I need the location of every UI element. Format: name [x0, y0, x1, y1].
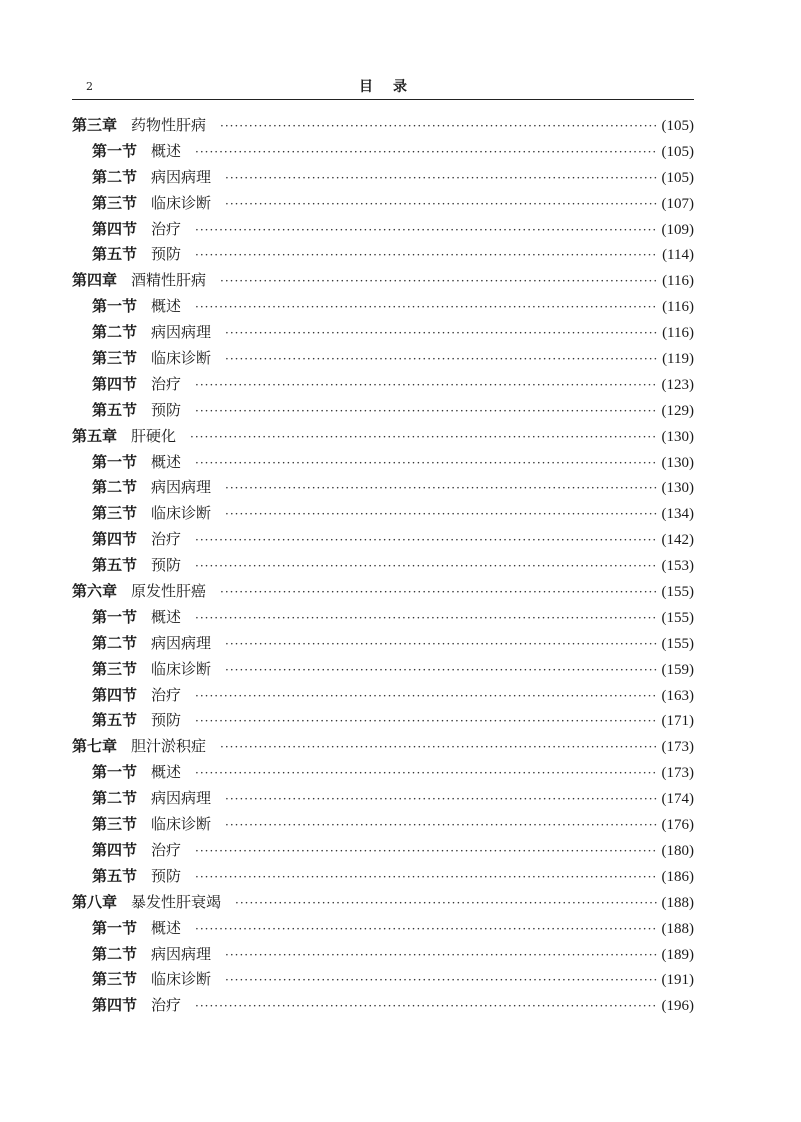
toc-entry-number: 第三节	[92, 815, 138, 834]
toc-entry-page: (142)	[661, 532, 694, 549]
dot-leader	[225, 663, 657, 677]
toc-entry-title: 治疗	[151, 685, 182, 704]
toc-section-entry[interactable]	[72, 295, 694, 321]
dot-leader	[190, 430, 657, 444]
toc-entry-number: 第三节	[92, 659, 138, 678]
toc-entry-title: 临床诊断	[151, 659, 212, 678]
toc-entry-page: (107)	[661, 195, 694, 212]
toc-entry-page: (155)	[661, 635, 694, 652]
toc-section-entry[interactable]	[72, 243, 694, 269]
toc-entry-title: 病因病理	[151, 167, 212, 186]
dot-leader	[220, 585, 657, 599]
toc-entry-number: 第六章	[72, 582, 118, 601]
toc-entry-page: (116)	[662, 299, 694, 316]
toc-entry-page: (114)	[662, 247, 694, 264]
toc-entry-page: (123)	[661, 376, 694, 393]
toc-entry-page: (116)	[662, 325, 694, 342]
toc-entry-number: 第三节	[92, 193, 138, 212]
toc-entry-page: (130)	[661, 454, 694, 471]
toc-entry-page: (130)	[661, 480, 694, 497]
dot-leader	[195, 248, 658, 262]
toc-section-entry[interactable]	[72, 554, 694, 580]
toc-entry-title: 肝硬化	[131, 426, 177, 445]
toc-entry-number: 第五节	[92, 711, 138, 730]
toc-entry-number: 第二节	[92, 167, 138, 186]
toc-entry-number: 第四节	[92, 840, 138, 859]
toc-section-entry[interactable]	[72, 658, 694, 684]
toc-entry-page: (105)	[661, 118, 694, 134]
toc-section-entry[interactable]	[72, 321, 694, 347]
toc-entry-page: (153)	[661, 558, 694, 575]
dot-leader	[195, 689, 657, 703]
toc-entry-page: (116)	[662, 273, 694, 290]
toc-entry-title: 预防	[151, 400, 182, 419]
dot-leader	[195, 766, 657, 780]
toc-section-entry[interactable]	[72, 787, 694, 813]
toc-entry-title: 病因病理	[151, 478, 212, 497]
dot-leader	[195, 378, 657, 392]
toc-entry-number: 第三章	[72, 116, 118, 134]
toc-section-entry[interactable]	[72, 632, 694, 658]
toc-entry-title: 临床诊断	[151, 504, 212, 523]
toc-entry-page: (109)	[661, 221, 694, 238]
dot-leader	[195, 844, 657, 858]
toc-entry-number: 第一节	[92, 763, 138, 782]
toc-entry-number: 第一节	[92, 141, 138, 160]
dot-leader	[225, 973, 657, 987]
toc-section-entry[interactable]	[72, 166, 694, 192]
toc-chapter-entry[interactable]	[72, 891, 694, 917]
toc-chapter-entry[interactable]	[72, 425, 694, 451]
toc-entry-title: 预防	[151, 556, 182, 575]
toc-section-entry[interactable]	[72, 140, 694, 166]
toc-section-entry[interactable]	[72, 968, 694, 994]
toc-entry-title: 药物性肝病	[131, 116, 207, 134]
toc-section-entry[interactable]	[72, 865, 694, 891]
table-of-contents	[72, 114, 694, 1020]
toc-entry-number: 第五章	[72, 426, 118, 445]
dot-leader	[220, 740, 657, 754]
toc-section-entry[interactable]	[72, 399, 694, 425]
toc-section-entry[interactable]	[72, 709, 694, 735]
toc-entry-number: 第四节	[92, 996, 138, 1015]
dot-leader	[195, 870, 657, 884]
toc-entry-title: 治疗	[151, 530, 182, 549]
dot-leader	[225, 352, 658, 366]
toc-entry-number: 第四节	[92, 530, 138, 549]
dot-leader	[195, 999, 657, 1013]
dot-leader	[195, 404, 657, 418]
toc-chapter-entry[interactable]	[72, 735, 694, 761]
toc-entry-number: 第一节	[92, 918, 138, 937]
toc-entry-page: (171)	[661, 713, 694, 730]
toc-chapter-entry[interactable]	[72, 580, 694, 606]
toc-entry-title: 酒精性肝病	[131, 271, 207, 290]
page-title: 目录	[359, 79, 427, 95]
toc-entry-title: 预防	[151, 711, 182, 730]
toc-entry-title: 概述	[151, 763, 182, 782]
toc-entry-title: 预防	[151, 245, 182, 264]
toc-entry-page: (191)	[661, 972, 694, 989]
dot-leader	[225, 507, 657, 521]
header-divider	[72, 99, 694, 100]
toc-entry-title: 概述	[151, 141, 182, 160]
toc-entry-number: 第一节	[92, 607, 138, 626]
toc-entry-page: (134)	[661, 506, 694, 523]
toc-section-entry[interactable]	[72, 994, 694, 1020]
dot-leader	[225, 326, 658, 340]
dot-leader	[225, 171, 657, 185]
dot-leader	[195, 533, 657, 547]
toc-entry-title: 概述	[151, 452, 182, 471]
toc-entry-number: 第四节	[92, 685, 138, 704]
toc-entry-title: 概述	[151, 918, 182, 937]
toc-entry-page: (119)	[662, 351, 694, 368]
toc-section-entry[interactable]	[72, 451, 694, 477]
toc-entry-page: (130)	[661, 428, 694, 445]
toc-entry-title: 病因病理	[151, 633, 212, 652]
dot-leader	[195, 714, 657, 728]
toc-entry-number: 第二节	[92, 633, 138, 652]
page-header	[72, 76, 694, 98]
toc-entry-page: (163)	[661, 687, 694, 704]
toc-entry-number: 第八章	[72, 892, 118, 911]
dot-leader	[195, 145, 657, 159]
toc-entry-title: 预防	[151, 866, 182, 885]
toc-entry-number: 第三节	[92, 970, 138, 989]
toc-section-entry[interactable]	[72, 943, 694, 969]
toc-chapter-entry[interactable]	[72, 114, 694, 140]
toc-section-entry[interactable]	[72, 917, 694, 943]
toc-entry-title: 治疗	[151, 219, 182, 238]
toc-entry-page: (129)	[661, 402, 694, 419]
toc-section-entry[interactable]	[72, 606, 694, 632]
toc-entry-title: 临床诊断	[151, 815, 212, 834]
toc-entry-number: 第四章	[72, 271, 118, 290]
toc-entry-number: 第二节	[92, 944, 138, 963]
toc-entry-number: 第五节	[92, 245, 138, 264]
toc-entry-title: 治疗	[151, 996, 182, 1015]
toc-entry-number: 第四节	[92, 219, 138, 238]
toc-section-entry[interactable]	[72, 347, 694, 373]
dot-leader	[225, 637, 657, 651]
toc-entry-page: (105)	[661, 169, 694, 186]
toc-section-entry[interactable]	[72, 218, 694, 244]
toc-entry-page: (180)	[661, 842, 694, 859]
toc-entry-number: 第一节	[92, 297, 138, 316]
toc-entry-title: 临床诊断	[151, 349, 212, 368]
toc-entry-number: 第二节	[92, 789, 138, 808]
toc-entry-page: (159)	[661, 661, 694, 678]
toc-entry-title: 病因病理	[151, 789, 212, 808]
toc-entry-title: 临床诊断	[151, 193, 212, 212]
toc-entry-page: (155)	[661, 609, 694, 626]
toc-section-entry[interactable]	[72, 373, 694, 399]
toc-section-entry[interactable]	[72, 192, 694, 218]
toc-entry-title: 概述	[151, 297, 182, 316]
toc-entry-title: 病因病理	[151, 323, 212, 342]
toc-entry-page: (188)	[661, 894, 694, 911]
toc-section-entry[interactable]	[72, 476, 694, 502]
toc-entry-title: 概述	[151, 607, 182, 626]
dot-leader	[225, 481, 657, 495]
toc-entry-page: (105)	[661, 143, 694, 160]
toc-entry-title: 治疗	[151, 840, 182, 859]
toc-entry-page: (196)	[661, 998, 694, 1015]
toc-section-entry[interactable]	[72, 528, 694, 554]
dot-leader	[225, 948, 657, 962]
toc-entry-page: (173)	[661, 765, 694, 782]
dot-leader	[235, 896, 657, 910]
toc-entry-page: (174)	[661, 791, 694, 808]
dot-leader	[195, 300, 658, 314]
toc-section-entry[interactable]	[72, 761, 694, 787]
toc-entry-number: 第三节	[92, 504, 138, 523]
toc-chapter-entry[interactable]	[72, 269, 694, 295]
dot-leader	[225, 792, 657, 806]
toc-entry-number: 第七章	[72, 737, 118, 756]
toc-entry-number: 第二节	[92, 323, 138, 342]
toc-section-entry[interactable]	[72, 684, 694, 710]
toc-entry-page: (155)	[661, 584, 694, 601]
dot-leader	[225, 818, 657, 832]
toc-entry-page: (173)	[661, 739, 694, 756]
toc-entry-number: 第五节	[92, 866, 138, 885]
dot-leader	[195, 223, 657, 237]
toc-entry-number: 第三节	[92, 349, 138, 368]
toc-entry-number: 第五节	[92, 556, 138, 575]
toc-entry-number: 第五节	[92, 400, 138, 419]
toc-entry-number: 第二节	[92, 478, 138, 497]
dot-leader	[195, 922, 657, 936]
toc-entry-number: 第四节	[92, 374, 138, 393]
dot-leader	[225, 197, 657, 211]
toc-entry-page: (189)	[661, 946, 694, 963]
toc-entry-title: 胆汁淤积症	[131, 737, 207, 756]
toc-entry-page: (186)	[661, 868, 694, 885]
dot-leader	[220, 119, 657, 133]
dot-leader	[195, 559, 657, 573]
toc-section-entry[interactable]	[72, 839, 694, 865]
toc-entry-title: 原发性肝癌	[131, 582, 207, 601]
toc-entry-page: (188)	[661, 920, 694, 937]
dot-leader	[195, 456, 657, 470]
toc-entry-title: 病因病理	[151, 944, 212, 963]
toc-entry-number: 第一节	[92, 452, 138, 471]
toc-entry-page: (176)	[661, 817, 694, 834]
toc-entry-title: 暴发性肝衰竭	[131, 892, 222, 911]
toc-section-entry[interactable]	[72, 813, 694, 839]
page-number: 2	[86, 80, 93, 93]
toc-section-entry[interactable]	[72, 502, 694, 528]
dot-leader	[220, 274, 658, 288]
dot-leader	[195, 611, 657, 625]
toc-entry-title: 治疗	[151, 374, 182, 393]
toc-entry-title: 临床诊断	[151, 970, 212, 989]
